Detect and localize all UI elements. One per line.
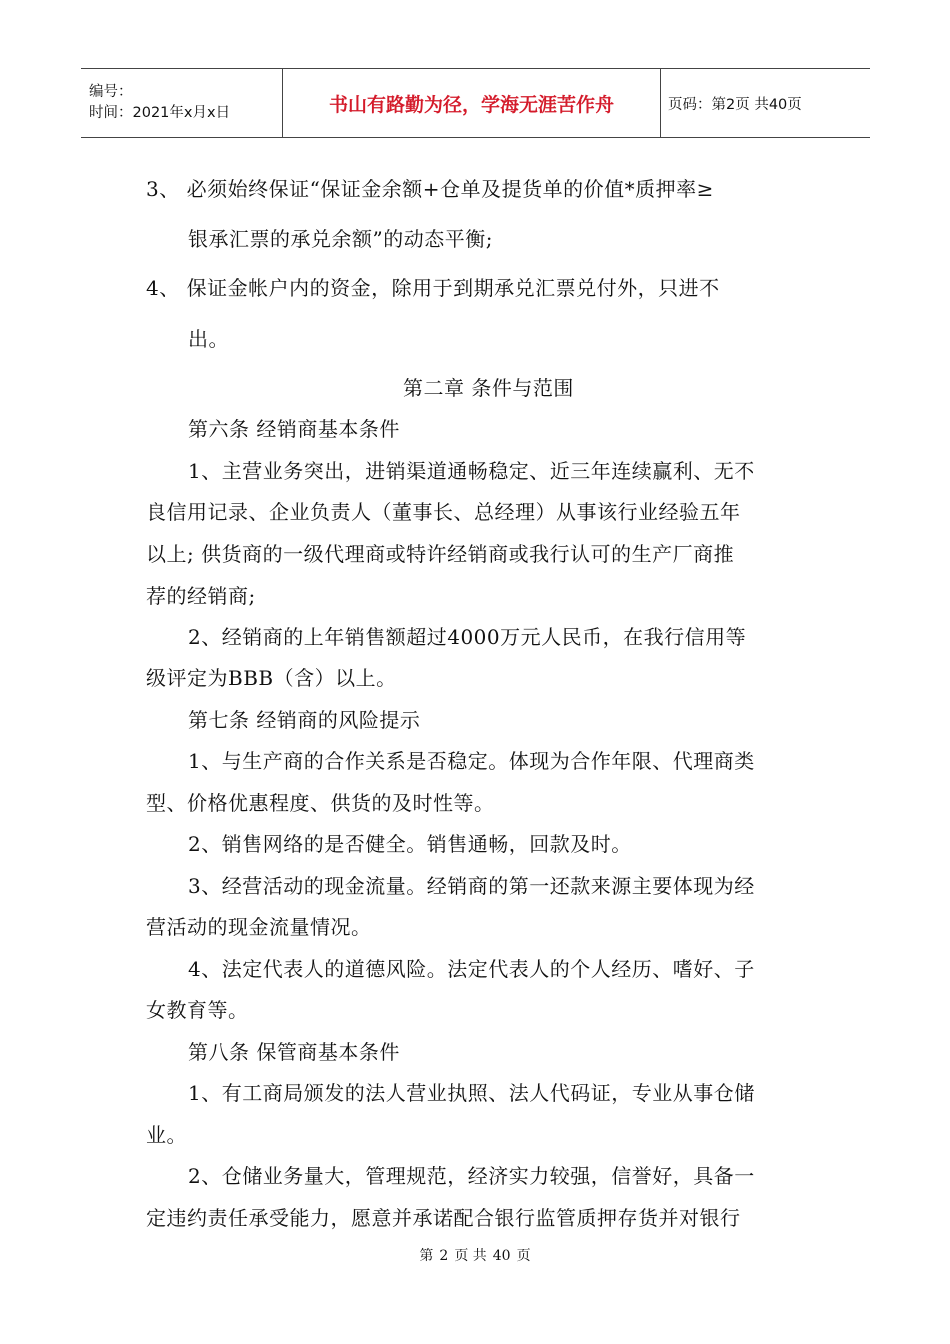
text-line: 1、有工商局颁发的法人营业执照、法人代码证，专业从事仓储 bbox=[188, 1081, 755, 1105]
footer-prefix: 第 bbox=[419, 1248, 434, 1264]
text-line: 1、与生产商的合作关系是否稳定。体现为合作年限、代理商类 bbox=[188, 749, 755, 773]
text-line: 2、销售网络的是否健全。销售通畅，回款及时。 bbox=[188, 832, 632, 856]
text-line: 业。 bbox=[146, 1123, 187, 1147]
header-info bbox=[81, 69, 283, 137]
text-line: 3、 必须始终保证“保证金余额+仓单及提货单的价值*质押率≥ bbox=[146, 177, 714, 201]
text-line: 营活动的现金流量情况。 bbox=[146, 915, 372, 939]
text-line: 银承汇票的承兑余额”的动态平衡; bbox=[188, 227, 493, 251]
text-line: 良信用记录、企业负责人（董事长、总经理）从事该行业经验五年 bbox=[146, 500, 741, 524]
text-line: 型、价格优惠程度、供货的及时性等。 bbox=[146, 791, 495, 815]
header-page-number: 页码：第2页 共40页 bbox=[668, 96, 802, 113]
text-line: 以上; 供货商的一级代理商或特许经销商或我行认可的生产厂商推 bbox=[146, 542, 735, 566]
footer-total: 40 bbox=[492, 1248, 511, 1264]
document-number: 编号： bbox=[89, 84, 133, 100]
text-line: 荐的经销商; bbox=[146, 584, 256, 608]
footer-page: 2 bbox=[439, 1248, 449, 1264]
chapter-title: 第二章 条件与范围 bbox=[403, 376, 574, 400]
text-line: 出。 bbox=[188, 327, 229, 351]
text-line: 级评定为BBB（含）以上。 bbox=[146, 666, 397, 690]
header-motto: 书山有路勤为径，学海无涯苦作舟 bbox=[283, 69, 661, 137]
text-line: 女教育等。 bbox=[146, 998, 249, 1022]
footer-mid: 页 共 bbox=[454, 1248, 487, 1264]
section-heading: 第六条 经销商基本条件 bbox=[188, 417, 400, 441]
text-line: 2、经销商的上年销售额超过4000万元人民币，在我行信用等 bbox=[188, 625, 747, 649]
text-line: 1、主营业务突出，进销渠道通畅稳定、近三年连续赢利、无不 bbox=[188, 459, 755, 483]
page-footer bbox=[0, 1245, 950, 1265]
text-line: 4、法定代表人的道德风险。法定代表人的个人经历、嗜好、子 bbox=[188, 957, 755, 981]
section-heading: 第七条 经销商的风险提示 bbox=[188, 708, 421, 732]
text-line: 定违约责任承受能力，愿意并承诺配合银行监管质押存货并对银行 bbox=[146, 1206, 741, 1230]
text-line: 4、 保证金帐户内的资金，除用于到期承兑汇票兑付外，只进不 bbox=[146, 276, 720, 300]
text-line: 2、仓储业务量大，管理规范，经济实力较强，信誉好，具备一 bbox=[188, 1164, 755, 1188]
section-heading: 第八条 保管商基本条件 bbox=[188, 1040, 400, 1064]
page-header bbox=[81, 68, 870, 138]
document-time: 时间：2021年x月x日 bbox=[89, 105, 231, 121]
text-line: 3、经营活动的现金流量。经销商的第一还款来源主要体现为经 bbox=[188, 874, 755, 898]
footer-suffix: 页 bbox=[516, 1248, 531, 1264]
